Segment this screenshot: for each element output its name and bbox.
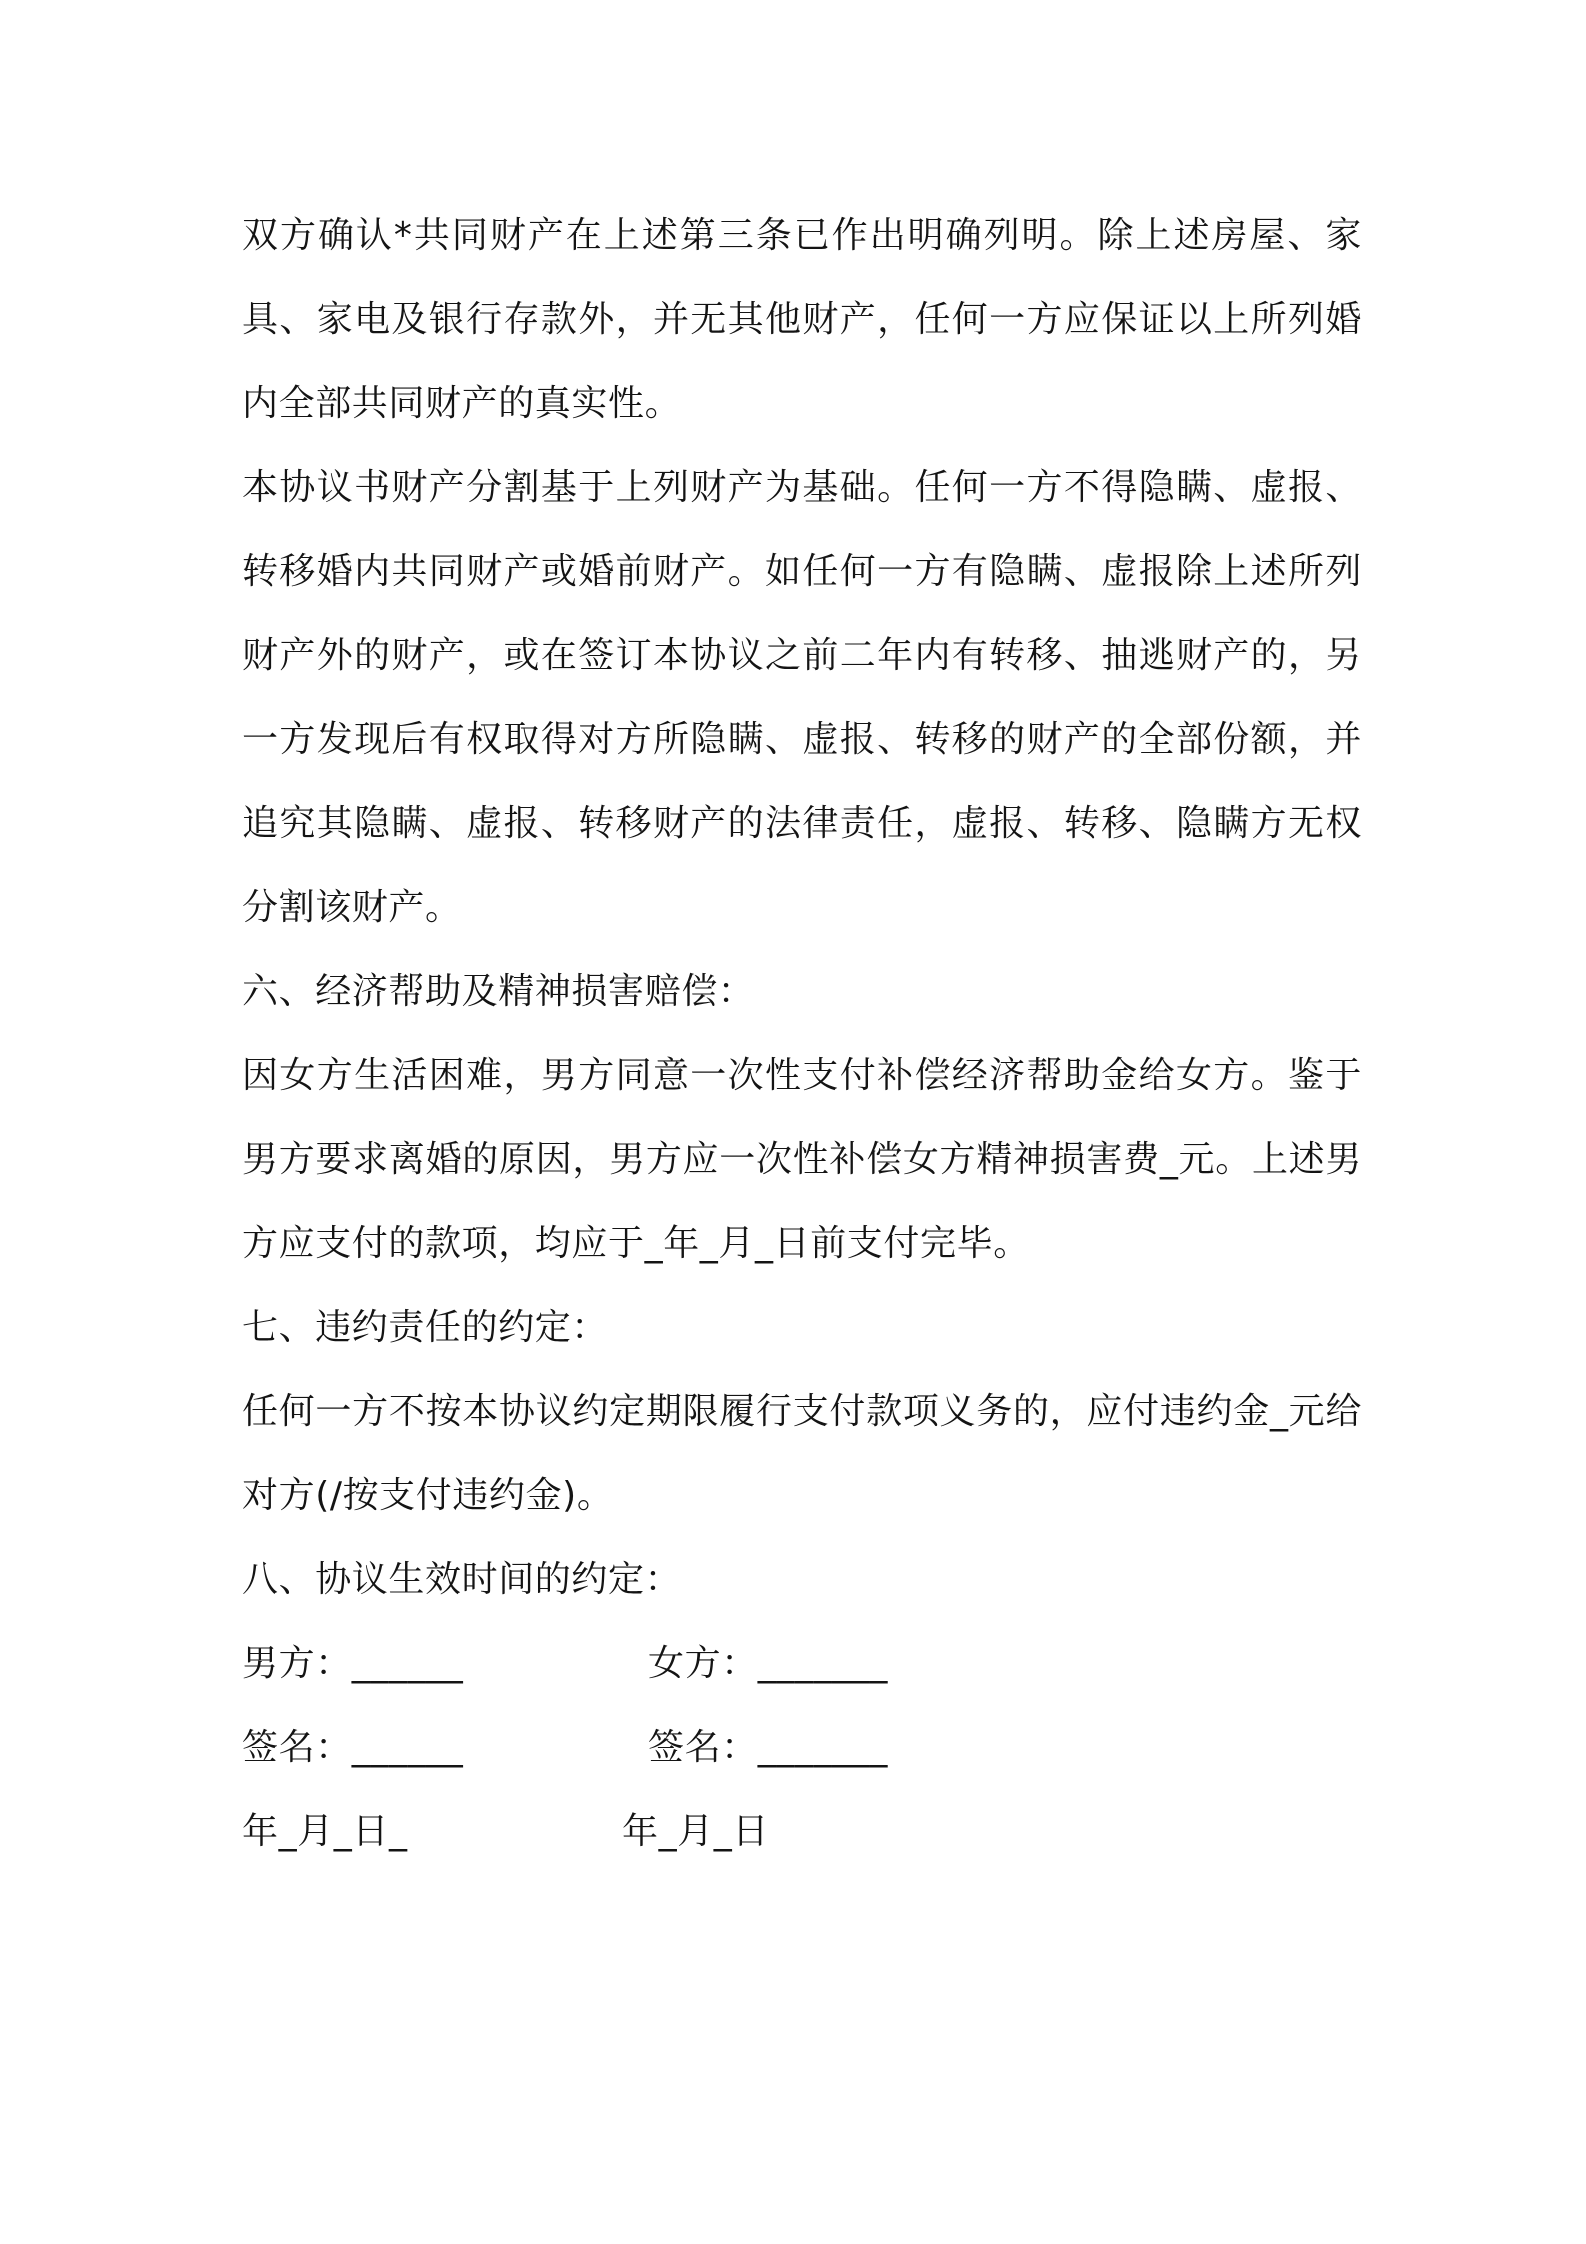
male-date-label: 年_月_日_ <box>242 1811 408 1852</box>
male-party-label: 男方：______ <box>242 1643 464 1684</box>
signature-party-row <box>242 1622 1362 1706</box>
section-6-body: 因女方生活困难，男方同意一次性支付补偿经济帮助金给女方。鉴于男方要求离婚的原因，男方应一次性补偿女方精神损害费_元。上述男方应支付的款项，均应于_年_月_日前支付完毕。 <box>242 1055 1362 1264</box>
female-signature-label: 签名：_______ <box>648 1727 888 1768</box>
paragraph-property-division-basis: 本协议书财产分割基于上列财产为基础。任何一方不得隐瞒、虚报、转移婚内共同财产或婚前财产。如任何一方有隐瞒、虚报除上述所列财产外的财产，或在签订本协议之前二年内有转移、抽逃财产的，另一方发现后有权取得对方所隐瞒、虚报、转移的财产的全部份额，并追究其隐瞒、虚报、转移财产的法律责任，虚报、转移、隐瞒方无权分割该财产。 <box>242 467 1362 928</box>
paragraph-joint-property-confirmation: 双方确认*共同财产在上述第三条已作出明确列明。除上述房屋、家具、家电及银行存款外，并无其他财产，任何一方应保证以上所列婚内全部共同财产的真实性。 <box>242 215 1362 424</box>
document-body <box>242 194 1362 1874</box>
female-party-label: 女方：_______ <box>648 1643 888 1684</box>
male-signature-label: 签名：______ <box>242 1727 464 1768</box>
signature-date-row <box>242 1790 1362 1874</box>
section-6-heading: 六、经济帮助及精神损害赔偿： <box>242 971 755 1012</box>
female-date-label: 年_月_日 <box>622 1811 769 1852</box>
section-7-heading: 七、违约责任的约定： <box>242 1307 609 1348</box>
signature-sign-row <box>242 1706 1362 1790</box>
section-7-body: 任何一方不按本协议约定期限履行支付款项义务的，应付违约金_元给对方(/按支付违约金)。 <box>242 1391 1362 1516</box>
section-8-heading: 八、协议生效时间的约定： <box>242 1559 682 1600</box>
